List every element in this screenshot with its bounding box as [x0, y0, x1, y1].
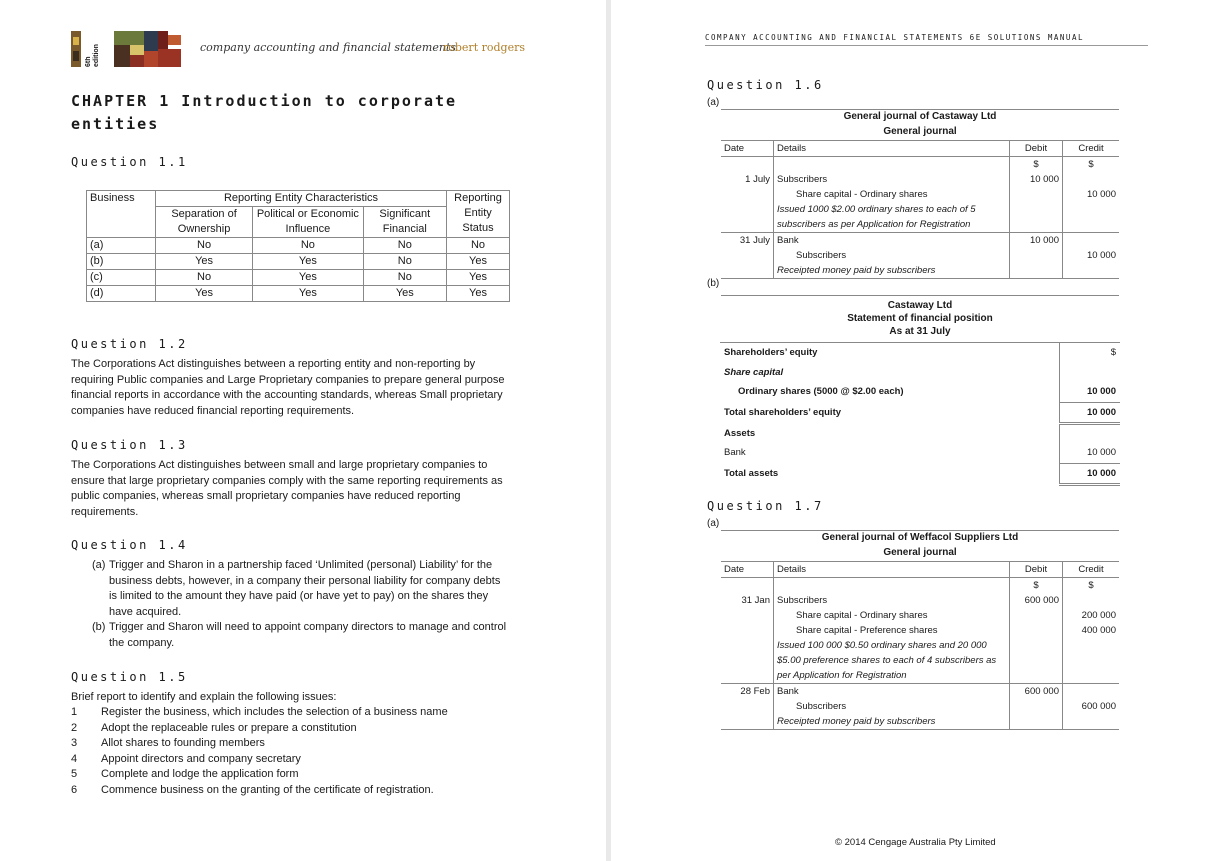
item-number: 5 — [71, 768, 78, 780]
narration: subscribers as per Application for Registration — [774, 217, 1010, 233]
cell: No — [363, 254, 446, 270]
narration: Issued 1000 $2.00 ordinary shares to each of 5 — [774, 202, 1010, 217]
item-text: Register the business, which includes the selection of a business name — [101, 706, 448, 718]
question-1-4-list — [71, 558, 509, 651]
col-status: Reporting Entity Status — [447, 191, 510, 238]
narration: Receipted money paid by subscribers — [774, 263, 1010, 279]
fp-statement: Statement of financial position — [847, 313, 993, 324]
entry-date: 1 July — [745, 174, 770, 185]
item-text: Appoint directors and company secretary — [101, 752, 301, 765]
table-row — [87, 270, 510, 286]
journal-line — [721, 684, 1119, 700]
list-item — [71, 767, 511, 783]
fp-value: 10 000 — [1060, 382, 1121, 402]
journal-line — [721, 593, 1119, 608]
left-page — [0, 0, 606, 861]
list-item — [71, 783, 511, 799]
item-text: Trigger and Sharon will need to appoint company directors to manage and control the company. — [109, 621, 507, 649]
fp-value: 10 000 — [1060, 463, 1121, 485]
cell: No — [156, 238, 253, 254]
journal-line — [721, 248, 1119, 263]
book-logo — [71, 31, 181, 67]
cell: No — [363, 238, 446, 254]
fp-value: 10 000 — [1060, 402, 1121, 424]
item-text: Commence business on the granting of the certificate of registration. — [101, 783, 434, 796]
col-details: Details — [774, 141, 1010, 157]
journal-company: General journal of Castaway Ltd — [843, 111, 997, 122]
credit-value: 10 000 — [1063, 248, 1120, 263]
cell: Yes — [253, 254, 364, 270]
list-item — [71, 752, 511, 768]
cell: Yes — [156, 254, 253, 270]
col-group-characteristics: Reporting Entity Characteristics — [156, 191, 447, 207]
item-number: 2 — [71, 721, 78, 734]
account: Subscribers — [774, 248, 1010, 263]
table-row — [87, 254, 510, 270]
journal-line — [721, 233, 1119, 249]
item-text: Complete and lodge the application form — [101, 768, 299, 780]
account: Bank — [774, 233, 1010, 249]
credit-value: 200 000 — [1063, 608, 1120, 623]
question-1-7-heading: Question 1.7 — [707, 499, 824, 513]
item-text: Allot shares to founding members — [101, 737, 265, 749]
cell: Yes — [253, 286, 364, 302]
book-title: company accounting and financial statements — [200, 41, 456, 54]
list-item — [71, 705, 511, 721]
account: Share capital - Preference shares — [774, 623, 1010, 638]
col-significant: Significant Financial — [363, 207, 446, 238]
part-b-label: (b) — [707, 278, 720, 289]
part-a-label: (a) — [707, 518, 720, 529]
cell: Yes — [156, 286, 253, 302]
debit-value: 10 000 — [1010, 172, 1063, 187]
narration: Receipted money paid by subscribers — [774, 714, 1010, 730]
col-business: Business — [87, 191, 156, 238]
account: Share capital - Ordinary shares — [774, 187, 1010, 202]
chapter-title: CHAPTER 1 Introduction to corporate entities — [71, 92, 458, 133]
cell: No — [253, 238, 364, 254]
col-political: Political or Economic Influence — [253, 207, 364, 238]
fp-share-capital: Share capital — [724, 366, 784, 378]
col-debit: Debit — [1010, 141, 1063, 157]
fp-total-assets: Total assets — [724, 468, 779, 479]
col-date: Date — [721, 141, 774, 157]
list-item — [71, 620, 509, 651]
question-1-5-intro: Brief report to identify and explain the following issues: — [71, 691, 337, 703]
list-item — [71, 736, 511, 752]
entry-date: 31 Jan — [741, 595, 770, 606]
cell: Yes — [447, 286, 510, 302]
table-row — [87, 286, 510, 302]
financial-position-table — [720, 342, 1120, 486]
item-number: 4 — [71, 752, 78, 765]
account: Subscribers — [774, 699, 1010, 714]
col-date: Date — [721, 562, 774, 578]
running-head: COMPANY ACCOUNTING AND FINANCIAL STATEMENTS 6E SOLUTIONS MANUAL — [705, 33, 1148, 46]
journal-line — [721, 172, 1119, 187]
col-credit: Credit — [1063, 141, 1120, 157]
question-1-6-heading: Question 1.6 — [707, 78, 824, 92]
cell: Yes — [253, 270, 364, 286]
question-1-2-text: The Corporations Act distinguishes between a reporting entity and non-reporting by requiring Public companies and Large Proprietary companies to prepare general purpose financial reports in accordance with the accounting standards, whereas Small proprietary companies have reduced financial reporting requirements. — [71, 358, 505, 417]
entry-date: 31 July — [721, 233, 774, 249]
currency: $ — [1010, 578, 1063, 594]
fp-assets-heading: Assets — [724, 427, 756, 439]
fp-bank: Bank — [724, 447, 746, 459]
col-details: Details — [774, 562, 1010, 578]
journal-title — [721, 110, 1119, 139]
cell: No — [363, 270, 446, 286]
list-item — [71, 721, 511, 737]
divider — [721, 295, 1119, 296]
castaway-journal — [721, 140, 1119, 279]
journal-subtitle: General journal — [883, 125, 957, 137]
fp-company: Castaway Ltd — [887, 300, 953, 311]
cell: (a) — [87, 238, 156, 254]
edition-label: 6th edition — [85, 44, 100, 67]
narration: per Application for Registration — [774, 668, 1010, 684]
question-1-1-heading: Question 1.1 — [71, 155, 188, 169]
debit-value: 600 000 — [1010, 593, 1063, 608]
journal-title — [721, 531, 1119, 560]
book-header — [71, 31, 531, 67]
cell: (d) — [87, 286, 156, 302]
fp-equity-heading: Shareholders’ equity — [724, 347, 818, 358]
entry-date: 28 Feb — [721, 684, 774, 700]
journal-company: General journal of Weffacol Suppliers Ltd — [821, 532, 1019, 543]
list-item — [71, 558, 509, 620]
cell: Yes — [447, 254, 510, 270]
item-number: 3 — [71, 737, 78, 749]
narration: $5.00 preference shares to each of 4 subscribers as — [774, 653, 1010, 668]
credit-value: 600 000 — [1063, 699, 1120, 714]
fp-total-equity: Total shareholders’ equity — [724, 407, 842, 418]
journal-line — [721, 608, 1119, 623]
journal-subtitle: General journal — [883, 546, 957, 558]
table-row — [87, 238, 510, 254]
currency: $ — [1063, 578, 1120, 594]
question-1-2-heading: Question 1.2 — [71, 337, 188, 351]
credit-value: 400 000 — [1063, 623, 1120, 638]
book-author: robert rodgers — [443, 41, 525, 54]
reporting-entity-table — [86, 190, 510, 302]
cell: Yes — [447, 270, 510, 286]
question-1-3-heading: Question 1.3 — [71, 438, 188, 452]
account: Share capital - Ordinary shares — [774, 608, 1010, 623]
debit-value: 600 000 — [1010, 684, 1063, 700]
cell: (b) — [87, 254, 156, 270]
journal-line — [721, 699, 1119, 714]
debit-value: 10 000 — [1010, 233, 1063, 249]
cell: (c) — [87, 270, 156, 286]
account: Subscribers — [774, 172, 1010, 187]
item-text: Trigger and Sharon in a partnership faced ‘Unlimited (personal) Liability’ for the business debts, however, in a company their personal liability for company debts is limited to the amount they have paid (or have yet to pay) on the shares they have acquired. — [109, 559, 501, 618]
fp-ordinary-shares: Ordinary shares (5000 @ $2.00 each) — [738, 386, 904, 398]
item-number: 6 — [71, 783, 78, 796]
account: Bank — [774, 684, 1010, 700]
cell: No — [156, 270, 253, 286]
journal-line — [721, 623, 1119, 638]
credit-value: 10 000 — [1063, 187, 1120, 202]
item-text: Adopt the replaceable rules or prepare a constitution — [101, 721, 357, 734]
fp-value: 10 000 — [1060, 443, 1121, 463]
copyright-footer: © 2014 Cengage Australia Pty Limited — [835, 837, 996, 848]
question-1-5-heading: Question 1.5 — [71, 670, 188, 684]
col-separation: Separation of Ownership — [156, 207, 253, 238]
cell: No — [447, 238, 510, 254]
question-1-3-text: The Corporations Act distinguishes between small and large proprietary companies to ensure that large proprietary companies comply with the same reporting requirements as public companies, whereas small proprietary companies have reduced reporting requirements. — [71, 459, 503, 518]
currency: $ — [1010, 157, 1063, 173]
currency: $ — [1060, 343, 1121, 363]
narration: Issued 100 000 $0.50 ordinary shares and 20 000 — [774, 638, 1010, 653]
item-marker: (b) — [92, 621, 106, 633]
question-1-4-heading: Question 1.4 — [71, 538, 188, 552]
account: Subscribers — [774, 593, 1010, 608]
col-credit: Credit — [1063, 562, 1120, 578]
item-marker: (a) — [92, 559, 106, 571]
cell: Yes — [363, 286, 446, 302]
fp-title — [721, 299, 1119, 338]
question-1-5-list — [71, 705, 511, 798]
part-a-label: (a) — [707, 97, 720, 108]
weffacol-journal — [721, 561, 1119, 730]
currency: $ — [1063, 157, 1120, 173]
journal-line — [721, 187, 1119, 202]
item-number: 1 — [71, 706, 78, 718]
fp-date: As at 31 July — [889, 326, 951, 337]
col-debit: Debit — [1010, 562, 1063, 578]
